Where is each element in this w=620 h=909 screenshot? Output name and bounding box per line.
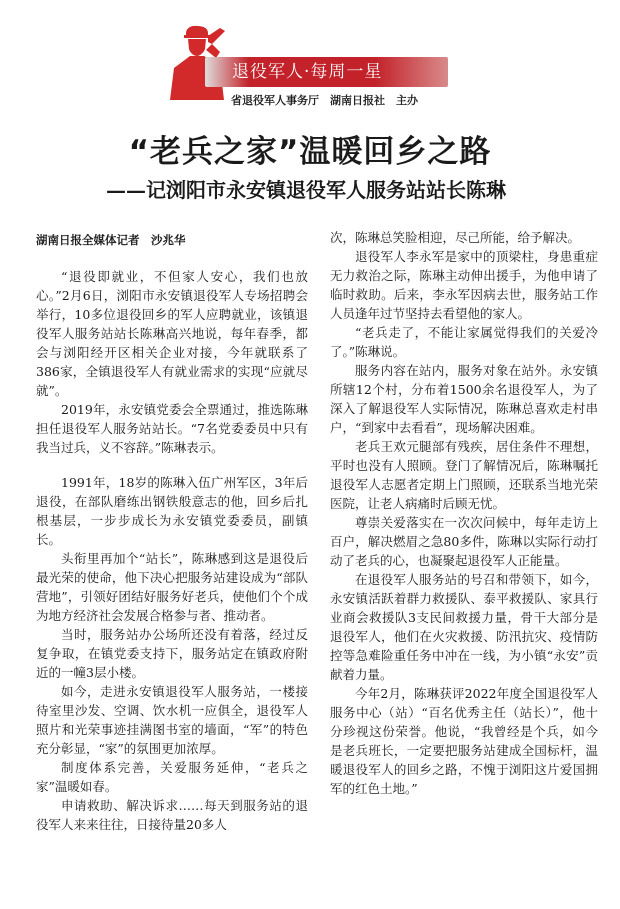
paragraph: “老兵走了，不能让家属觉得我们的关爱冷了。”陈琳说。	[330, 325, 598, 359]
paragraph: 今年2月，陈琳获评2022年度全国退役军人服务中心（站）“百名优秀主任（站长）”，他十分珍视这份荣誉。他说，“我曾经是个兵，如今是老兵班长，一定要把服务站建成全国标杆，温暖退役军人的回乡之路，不愧于浏阳这片爱国拥军的红色土地。”	[330, 686, 598, 796]
paragraph: 头衔里再加个“站长”，陈琳感到这是退役后最光荣的使命，他下决心把服务站建设成为“部队营地”，引领好团结好服务好老兵，使他们个个成为地方经济社会发展合格参与者、推动者。	[36, 551, 308, 623]
paragraph: 老兵王欢元腿部有残疾，居住条件不理想，平时也没有人照顾。登门了解情况后，陈琳嘱托退役军人志愿者定期上门照顾，还联系当地光荣医院，让老人病痛时后顾无忧。	[330, 439, 598, 511]
article-headline: “老兵之家”温暖回乡之路	[128, 134, 492, 170]
article-subhead: ——记浏阳市永安镇退役军人服务站站长陈琳	[106, 178, 506, 202]
paragraph: 制度体系完善，关爱服务延伸，“老兵之家”温暖如春。	[36, 760, 308, 794]
paragraph: 尊崇关爱落实在一次次问候中，每年走访上百户，解决燃眉之急80多件，陈琳以实际行动打动了老兵的心，也凝聚起退役军人正能量。	[330, 515, 598, 568]
paragraph: 2019年，永安镇党委会全票通过，推选陈琳担任退役军人服务站站长。“7名党委委员中只有我当过兵，义不容辞。”陈琳表示。	[36, 402, 308, 455]
paragraph: 在退役军人服务站的号召和带领下，如今，永安镇活跃着群力救援队、泰平救援队、家具行业商会救援队3支民间救援力量，骨干大部分是退役军人，他们在火灾救援、防汛抗灾、疫情防控等急难险重任务中冲在一线，为小镇“永安”贡献着力量。	[330, 572, 598, 682]
paragraph: “退役即就业，不但家人安心，我们也放心。”2月6日，浏阳市永安镇退役军人专场招聘会举行，10多位退役回乡的军人应聘就业，该镇退役军人服务站站长陈琳高兴地说，每年春季，都会与浏阳经开区相关企业对接，今年就联系了386家，全镇退役军人有就业需求的实现“应就尽就”。	[36, 269, 308, 398]
paragraph: 当时，服务站办公场所还没有着落，经过反复争取，在镇党委支持下，服务站定在镇政府附近的一幢3层小楼。	[36, 627, 308, 680]
paragraph: 如今，走进永安镇退役军人服务站，一楼接待室里沙发、空调、饮水机一应俱全，退役军人照片和光荣事迹挂满图书室的墙面，“军”的特色充分彰显，“家”的氛围更加浓厚。	[36, 684, 308, 756]
sponsors-line: 省退役军人事务厅 湖南日报社 主办	[231, 94, 418, 107]
column-banner	[0, 0, 620, 120]
paragraph: 申请救助、解决诉求……每天到服务站的退役军人来来往往，日接待量20多人	[36, 798, 308, 832]
paragraph: 1991年，18岁的陈琳入伍广州军区，3年后退役，在部队磨练出钢铁般意志的他，回乡后扎根基层，一步步成长为永安镇党委委员，副镇长。	[36, 475, 308, 547]
article-column-right	[330, 228, 598, 798]
paragraph: 次，陈琳总笑脸相迎，尽己所能，给予解决。	[330, 230, 581, 245]
paragraph: 退役军人李永军是家中的顶梁柱，身患重症无力救治之际，陈琳主动伸出援手，为他申请了临时救助。后来，李永军因病去世，服务站工作人员逢年过节坚持去看望他的家人。	[330, 249, 598, 321]
paragraph: 服务内容在站内，服务对象在站外。永安镇所辖12个村，分布着1500余名退役军人，为了深入了解退役军人实际情况，陈琳总喜欢走村串户，“到家中去看看”，现场解决困难。	[330, 363, 598, 435]
article-column-left	[36, 267, 308, 834]
column-title: 退役军人·每周一星	[232, 62, 383, 82]
byline: 湖南日报全媒体记者 沙兆华	[36, 233, 186, 247]
